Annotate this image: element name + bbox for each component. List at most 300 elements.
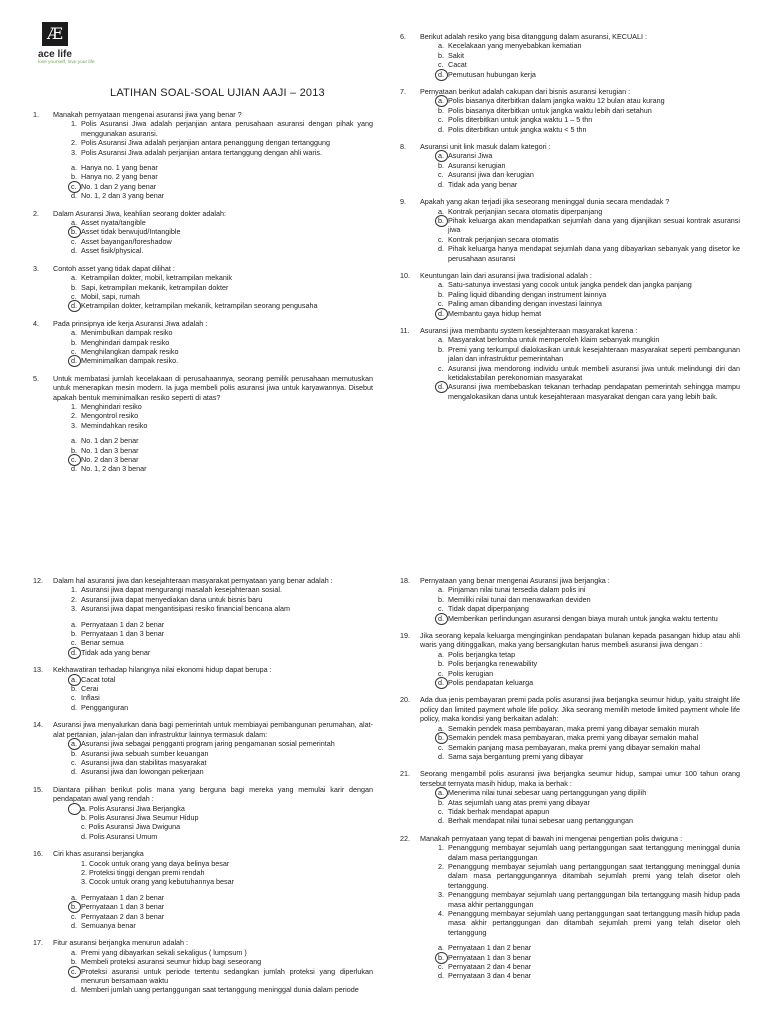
answer-option [33, 595, 373, 604]
question-number: 6. [400, 32, 406, 41]
question-block [400, 631, 740, 687]
question-number: 19. [400, 631, 410, 641]
answer-option [33, 758, 373, 767]
option-text: Polis berjangka renewability [448, 659, 538, 669]
answer-option [400, 335, 740, 344]
option-text: Mengontrol resiko [81, 411, 139, 421]
option-key: d. [71, 985, 77, 995]
option-text: Masyarakat berlomba untuk memperoleh klaim sebanyak mungkin [448, 335, 660, 345]
answer-option [33, 921, 373, 930]
document-title: LATIHAN SOAL-SOAL UJIAN AAJI – 2013 [110, 87, 325, 99]
answer-option [33, 421, 373, 430]
option-key: d. [424, 382, 448, 401]
option-key: c. [71, 638, 77, 648]
page2-left-column [33, 576, 373, 1003]
option-key: a. [424, 151, 448, 160]
option-text: c. Polis Asuransi Jiwa Dwiguna [81, 822, 181, 832]
option-key: c. [57, 967, 81, 986]
answer-option [400, 604, 740, 613]
question-number: 14. [33, 720, 43, 730]
question-text: Pernyataan berikut adalah cakupan dari bisnis asuransi kerugian : [420, 87, 631, 97]
question-number: 3. [33, 263, 39, 273]
option-key: a. [71, 273, 77, 283]
answer-option [33, 191, 373, 200]
answer-option [400, 743, 740, 752]
answer-option [33, 877, 373, 886]
option-key: 2. [71, 411, 77, 421]
question-text: Asuransi jiwa membantu system kesejahteraan masyarakat karena : [420, 325, 638, 335]
option-text: Polis Asuransi Jiwa adalah perjanjian antara penanggung dengan tertanggung [81, 138, 330, 148]
option-text: Hanya no. 2 yang benar [81, 172, 158, 182]
answer-option [400, 724, 740, 733]
option-key: a. [424, 788, 448, 797]
option-key: a. [57, 675, 81, 684]
answer-option [33, 246, 373, 255]
question-header [33, 720, 373, 739]
question-block [33, 374, 373, 474]
option-text: Cacat total [81, 674, 116, 684]
option-text: Memiliki nilai tunai dan menawarkan deviden [448, 594, 591, 604]
answer-option [400, 290, 740, 299]
option-key: b. [71, 684, 77, 694]
option-key [57, 832, 81, 841]
answer-option [400, 364, 740, 383]
answer-option-selected [400, 70, 740, 79]
question-number: 22. [400, 833, 410, 843]
answer-option-selected [400, 382, 740, 401]
answer-option [400, 862, 740, 890]
question-header [33, 374, 373, 402]
document-page-2 [0, 574, 768, 1024]
answer-option-selected [33, 455, 373, 464]
question-number: 10. [400, 270, 410, 280]
option-key: b. [438, 659, 444, 669]
question-block [33, 849, 373, 930]
answer-option [33, 832, 373, 841]
question-number: 4. [33, 318, 39, 328]
option-key: a. [438, 335, 444, 345]
option-text: Asset bayangan/foreshadow [81, 236, 172, 246]
option-key: b. [71, 445, 77, 455]
question-block [33, 720, 373, 776]
option-text: Polis diterbitkan untuk jangka waktu < 5 thn [448, 124, 587, 134]
question-block [400, 142, 740, 189]
question-header [33, 938, 373, 947]
question-number: 20. [400, 695, 410, 705]
option-key: a. [438, 206, 444, 216]
answer-option [400, 798, 740, 807]
option-text: No. 1 dan 2 yang benar [81, 181, 157, 191]
question-header [33, 319, 373, 328]
option-key: d. [71, 191, 77, 201]
option-text: Ketrampilan dokter, mobil, ketrampilan mekanik [81, 273, 233, 283]
answer-option [33, 328, 373, 337]
question-header [33, 576, 373, 585]
answer-option [33, 163, 373, 172]
option-text: Polis Asuransi Jiwa adalah perjanjian antara perusahaan asuransi dengan pihak yang menggunakan asuransi. [81, 119, 373, 138]
option-text: Premi yang dibayarkan sekali sekaligus ( lumpsum ) [81, 947, 247, 957]
answer-option [400, 816, 740, 825]
question-header [33, 209, 373, 218]
answer-option [33, 148, 373, 157]
answer-option [400, 280, 740, 289]
answer-option [33, 749, 373, 758]
option-text: Tidak dapat diperpanjang [448, 604, 529, 614]
option-key: c. [438, 115, 444, 125]
option-key: a. [438, 723, 444, 733]
option-text: Menghindari dampak resiko [81, 337, 170, 347]
answer-option [33, 338, 373, 347]
option-text: No. 2 dan 3 benar [81, 455, 139, 464]
option-key: d. [438, 244, 444, 254]
option-text: a. Polis Asuransi Jiwa Berjangka [81, 803, 185, 813]
question-number: 7. [400, 87, 406, 97]
option-text: Cacat [448, 60, 467, 70]
question-text: Apakah yang akan terjadi jika seseorang meninggal dunia secara mendadak ? [420, 197, 670, 207]
answer-option [400, 51, 740, 60]
option-key: 2. [438, 861, 444, 871]
answer-option [400, 807, 740, 816]
option-key: 4. [438, 909, 444, 918]
option-key: a. [438, 943, 444, 953]
option-key [57, 868, 81, 877]
option-text: Asset tidak berwujud/Intangible [81, 227, 181, 237]
question-header [400, 197, 740, 206]
answer-option [400, 909, 740, 937]
answer-option [400, 60, 740, 69]
option-text: b. Polis Asuransi Jiwa Seumur Hidup [81, 812, 199, 822]
option-key: c. [57, 182, 81, 191]
option-key: d. [57, 648, 81, 657]
option-text: Penanggung membayar sejumlah uang pertanggungan saat tertanggung masih hidup pada masa akhir pertanggungan dan ditambah sejumlah premi yang telah disetor oleh tertanggung [448, 909, 740, 937]
option-text: Penanggung membayar sejumlah uang pertanggungan saat tertanggung meninggal dunia dalam masa pertanggungan [448, 843, 740, 862]
answer-option [400, 585, 740, 594]
answer-option [33, 912, 373, 921]
option-text: Asuransi jiwa dan lowongan pekerjaan [81, 767, 204, 777]
question-text: Fitur asuransi berjangka menurun adalah : [53, 938, 189, 948]
option-text: 2. Proteksi tinggi dengan premi rendah [81, 867, 205, 877]
option-text: Asset nyata/tangible [81, 218, 146, 228]
ace-logo-mark: Æ [42, 22, 68, 46]
option-key: b. [438, 797, 444, 807]
option-key: 2. [71, 138, 77, 148]
question-text: Dalam hal asuransi jiwa dan kesejahteraan masyarakat pernyataan yang benar adalah : [53, 576, 333, 585]
question-number: 17. [33, 938, 43, 948]
option-key: d. [424, 678, 448, 687]
option-text: Membantu gaya hidup hemat [448, 308, 542, 318]
question-text: Manakah pernyataan yang tepat di bawah ini mengenai pengertian polis dwiguna : [420, 833, 683, 843]
option-text: Pinjaman nilai tunai tersedia dalam polis ini [448, 585, 586, 595]
option-key: a. [71, 619, 77, 629]
answer-option [33, 138, 373, 147]
question-text: Dalam Asuransi Jiwa, keahlian seorang dokter adalah: [53, 208, 226, 218]
option-text: Penanggung membayar sejumlah uang pertanggungan saat tertanggung meninggal dunia dalam masa pertanggungannya ditambah sejumlah premi yang telah disetor oleh tertanggung. [448, 861, 740, 890]
answer-option [33, 347, 373, 356]
answer-option-selected [33, 227, 373, 236]
question-number: 1. [33, 110, 39, 119]
option-key: c. [438, 363, 444, 373]
option-text: No. 1 dan 3 benar [81, 445, 139, 455]
question-text: Contoh asset yang tidak dapat dilihat : [53, 263, 175, 273]
option-key: b. [438, 344, 444, 354]
answer-option [400, 943, 740, 952]
answer-option [33, 638, 373, 647]
option-key: 1. [71, 119, 77, 129]
option-key [57, 877, 81, 886]
option-key: d. [438, 816, 444, 826]
brand-tagline: love yourself, love your life [38, 60, 95, 65]
answer-option [400, 115, 740, 124]
answer-option [33, 411, 373, 420]
answer-option [33, 948, 373, 957]
page2-right-column [400, 576, 740, 989]
question-text: Keuntungan lain dari asuransi jiwa tradisional adalah : [420, 270, 592, 280]
option-text: Polis kerugian [448, 668, 494, 678]
option-text: Semakin panjang masa pembayaran, maka premi yang dibayar semakin mahal [448, 742, 701, 752]
option-text: Polis diterbitkan untuk jangka waktu 1 – 5 thn [448, 115, 593, 125]
page1-right-column [400, 32, 740, 409]
answer-option-selected [400, 216, 740, 235]
option-key: 1. [438, 843, 444, 853]
answer-option [33, 218, 373, 227]
answer-option [33, 119, 373, 138]
option-text: Tidak berhak mendapat apapun [448, 806, 550, 816]
question-text: Pernyataan yang benar mengenai Asuransi jiwa berjangka : [420, 576, 610, 585]
option-text: Asuransi jiwa dan stabilitas masyarakat [81, 757, 207, 767]
answer-option [400, 106, 740, 115]
option-key: 1. [71, 401, 77, 411]
option-text: Pernyataan 1 dan 2 benar [448, 943, 532, 953]
option-key: d. [71, 464, 77, 474]
option-key [57, 822, 81, 831]
question-header [33, 264, 373, 273]
question-block [33, 938, 373, 994]
option-text: Asuransi kerugian [448, 160, 506, 170]
option-text: Asuransi jiwa dapat mengurangi masalah kesejahteraan sosial. [81, 585, 282, 595]
page-separator [0, 560, 768, 574]
option-text: Pernyataan 2 dan 3 benar [81, 911, 165, 921]
option-text: Asset fisik/physical. [81, 246, 144, 256]
option-key: 3. [71, 604, 77, 614]
answer-option [33, 684, 373, 693]
option-key: b. [71, 957, 77, 967]
option-key: b. [71, 748, 77, 758]
option-key: b. [71, 172, 77, 182]
question-text: Manakah pernyataan mengenai asuransi jiwa yang benar ? [53, 110, 242, 119]
answer-option [400, 41, 740, 50]
option-key: c. [71, 291, 77, 301]
option-text: Sama saja bergantung premi yang dibayar [448, 751, 584, 761]
question-header [400, 631, 740, 650]
answer-option [33, 402, 373, 411]
option-text: Memindahkan resiko [81, 420, 148, 430]
option-text: Memberikan perlindungan asuransi dengan biaya murah untuk jangka waktu tertentu [448, 613, 718, 623]
answer-option [400, 125, 740, 134]
option-key: d. [424, 614, 448, 623]
option-key: a. [71, 328, 77, 338]
question-text: Diantara pilihan berikut polis mana yang berguna bagi mereka yang memulai karir dengan pendapatan awal yang rendah : [53, 784, 373, 804]
answer-option [33, 436, 373, 445]
option-text: No. 1, 2 dan 3 yang benar [81, 191, 165, 201]
answer-option [33, 957, 373, 966]
option-key: c. [438, 60, 444, 70]
answer-option [400, 170, 740, 179]
question-number: 18. [400, 576, 410, 585]
option-text: Tidak ada yang benar [448, 179, 518, 189]
question-block [33, 110, 373, 201]
question-block [400, 87, 740, 134]
answer-option-selected [400, 788, 740, 797]
question-header [400, 769, 740, 788]
question-number: 8. [400, 142, 406, 152]
answer-option [400, 752, 740, 761]
option-key: c. [71, 236, 77, 246]
option-text: Asuransi jiwa dan kerugian [448, 170, 534, 180]
answer-option [33, 620, 373, 629]
question-header [400, 834, 740, 843]
answer-option [33, 172, 373, 181]
option-text: Asuransi jiwa membebaskan tekanan terhadap pendapatan pemerintah sehingga mampu mengalokasikan dana untuk kesejahteraan masyarakat dengan cara yang lebih baik. [448, 382, 740, 401]
option-key: d. [57, 301, 81, 310]
option-key: c. [71, 911, 77, 921]
question-number: 15. [33, 784, 43, 794]
answer-option [400, 669, 740, 678]
question-text: Ada dua jenis pembayaran premi pada polis asuransi jiwa berjangka seumur hidup, yaitu straight life policy dan limited payment whole life policy. Jika seorang memilih metode limited payment whole life policy, maka kondisi yang berkaitan adalah: [420, 695, 740, 724]
answer-option [33, 868, 373, 877]
option-key: c. [438, 604, 444, 614]
question-text: Seorang mengambil polis asuransi jiwa berjangka seumur hidup, sampai umur 100 tahun orang tersebut ternyata masih hidup, maka ia berhak : [420, 769, 740, 788]
answer-option-selected [33, 356, 373, 365]
option-text: Paling liquid dibanding dengan instrument lainnya [448, 289, 607, 299]
option-key: a. [71, 218, 77, 228]
question-header [400, 87, 740, 96]
option-text: Menghilangkan dampak resiko [81, 346, 179, 356]
option-text: Polis Asuransi Jiwa adalah perjanjian antara tertanggung dengan ahli waris. [81, 147, 322, 157]
answer-option [33, 237, 373, 246]
answer-option-selected [33, 182, 373, 191]
option-text: No. 1, 2 dan 3 benar [81, 464, 147, 474]
option-text: Asuransi jiwa sebuah sumber keuangan [81, 748, 209, 758]
answer-option [33, 767, 373, 776]
question-text: Asuransi unit link masuk dalam kategori : [420, 142, 551, 152]
question-text: Jika seorang kepala keluarga menginginkan pendapatan bulanan kepada pasangan hidup atau ahli waris yang ditinggalkan, maka yang bersangkutan harus membeli asuransi jiwa dengan : [420, 631, 740, 650]
option-text: Paling aman dibanding dengan investasi lainnya [448, 299, 602, 309]
question-number: 12. [33, 576, 43, 585]
option-key: b. [424, 216, 448, 235]
answer-option-selected [400, 614, 740, 623]
option-text: Pernyataan 3 dan 4 benar [448, 971, 532, 981]
option-key: d. [424, 70, 448, 79]
option-text: Mobil, sapi, rumah [81, 291, 140, 301]
answer-option [33, 604, 373, 613]
answer-option [33, 464, 373, 473]
answer-option [33, 813, 373, 822]
option-key: d. [71, 767, 77, 777]
answer-option [400, 650, 740, 659]
option-key: a. [71, 947, 77, 957]
option-key: a. [438, 585, 444, 595]
answer-option [400, 843, 740, 862]
option-key: c. [438, 170, 444, 180]
option-text: Menghindari resiko [81, 401, 142, 411]
option-key: c. [57, 455, 81, 464]
answer-option [400, 595, 740, 604]
option-key: b. [438, 594, 444, 604]
option-text: Penanggung membayar sejumlah uang pertanggungan bila tertanggung masih hidup pada masa akhir pertanggungan [448, 890, 740, 909]
question-text: Ciri khas asuransi berjangka [53, 849, 144, 859]
option-key: d. [57, 356, 81, 365]
answer-option-selected [33, 804, 373, 813]
option-key: b. [438, 160, 444, 170]
answer-option [400, 971, 740, 980]
option-text: No. 1 dan 2 benar [81, 436, 139, 446]
question-header [400, 576, 740, 585]
option-key: a. [71, 163, 77, 173]
question-header [33, 849, 373, 858]
question-block [400, 576, 740, 623]
question-number: 13. [33, 665, 43, 675]
question-block [400, 326, 740, 401]
question-header [33, 785, 373, 804]
question-block [33, 319, 373, 366]
option-key: a. [438, 41, 444, 51]
answer-option [33, 283, 373, 292]
answer-option [33, 859, 373, 868]
option-key: b. [57, 227, 81, 236]
option-text: Sakit [448, 50, 464, 60]
option-text: 3. Cocok untuk orang yang kebutuhannya besar [81, 877, 235, 887]
question-header [400, 695, 740, 723]
option-text: Polis berjangka tetap [448, 649, 516, 659]
option-text: Pernyataan 1 dan 3 benar [81, 902, 165, 912]
question-block [33, 576, 373, 657]
option-key: b. [71, 337, 77, 347]
question-header [400, 142, 740, 151]
option-text: Satu-satunya investasi yang cocok untuk jangka pendek dan jangka panjang [448, 280, 692, 290]
option-key [57, 804, 81, 813]
question-text: Pada prinsipnya ide kerja Asuransi Jiwa adalah : [53, 318, 208, 328]
option-text: Atas sejumlah uang atas premi yang dibayar [448, 797, 590, 807]
option-key: d. [71, 246, 77, 256]
option-text: Asuransi jiwa mendorong individu untuk membeli asuransi jiwa untuk melindungi diri dan ketidakstabilan perekonomian masyarakat [448, 363, 740, 382]
option-text: Benar semua [81, 638, 124, 648]
option-text: Berhak mendapat nilai tunai sebesar uang pertanggungan [448, 816, 634, 826]
option-key: a. [438, 280, 444, 290]
answer-option [400, 299, 740, 308]
option-text: Polis biasanya diterbitkan untuk jangka waktu lebih dari setahun [448, 105, 652, 115]
question-header [33, 110, 373, 119]
answer-option [33, 585, 373, 594]
option-key: b. [71, 282, 77, 292]
option-key: a. [57, 739, 81, 748]
option-key: c. [438, 234, 444, 244]
answer-option-selected [33, 648, 373, 657]
option-key: b. [424, 733, 448, 742]
answer-option [400, 659, 740, 668]
option-text: Ketrampilan dokter, ketrampilan mekanik, ketrampilan seorang pengusaha [81, 301, 318, 311]
answer-option-selected [33, 301, 373, 310]
option-text: Hanya no. 1 yang benar [81, 163, 158, 173]
answer-option-selected [400, 309, 740, 318]
option-key: d. [438, 971, 444, 981]
option-text: Polis pendapatan keluarga [448, 678, 534, 688]
option-key: 2. [71, 594, 77, 604]
option-text: Menimbulkan dampak resiko [81, 328, 173, 338]
option-text: Kontrak perjanjian secara otomatis diperpanjang [448, 206, 603, 216]
option-text: Menerima nilai tunai sebesar uang pertanggungan yang dipilih [448, 788, 647, 798]
option-key: c. [438, 668, 444, 678]
question-text: Kekhawatiran terhadap hilangnya nilai ekonomi hidup dapat berupa : [53, 665, 272, 675]
